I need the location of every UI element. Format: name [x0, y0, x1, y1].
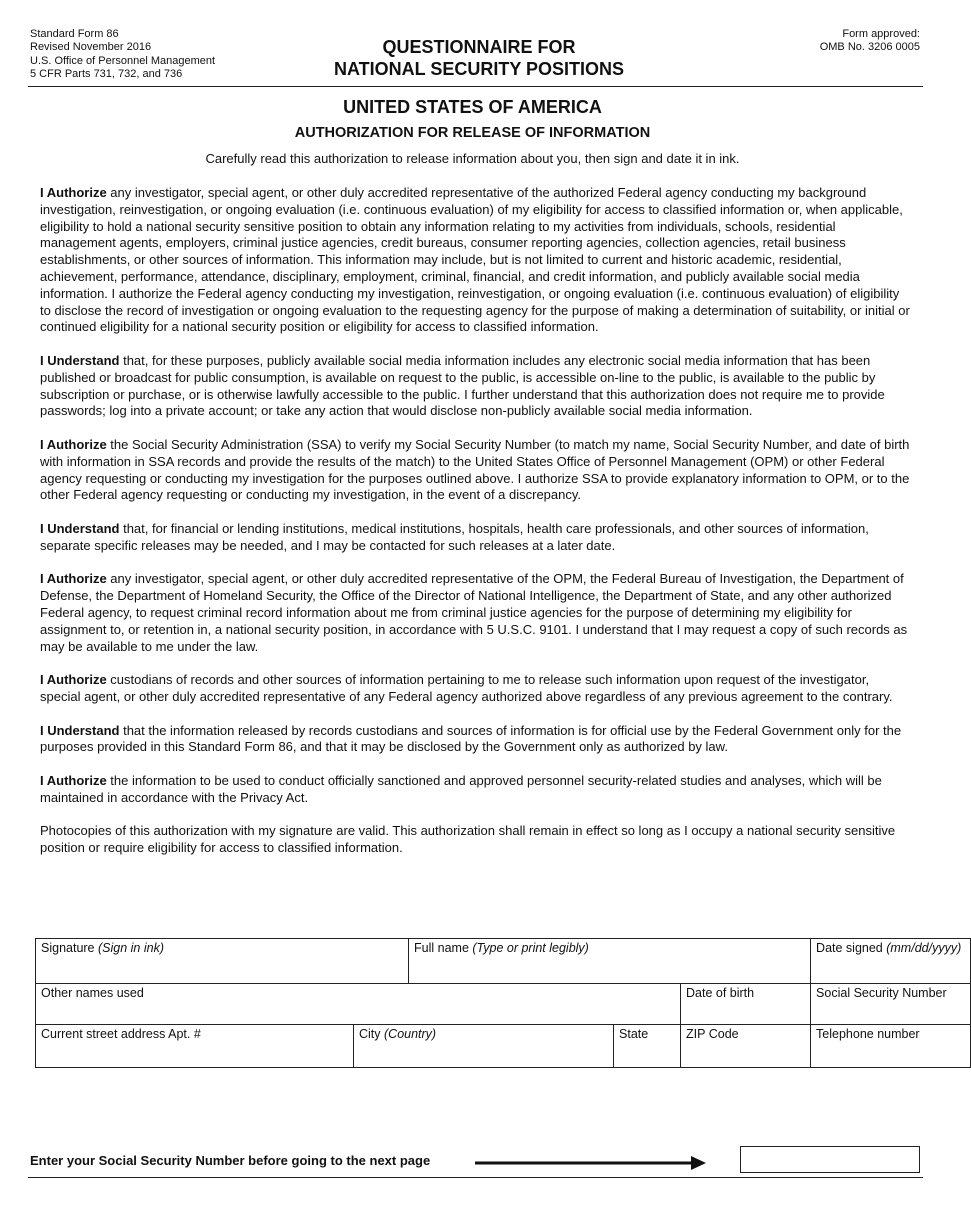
date-of-birth-label: Date of birth — [686, 986, 755, 1000]
paragraph-text: that, for financial or lending institutions, medical institutions, hospitals, health care professionals, and other sources of information, separate specific releases may be needed, and I may be contacted for such releases at a later date. — [40, 520, 869, 553]
paragraph-text: that, for these purposes, publicly available social media information includes any electronic social media information that has been published or broadcast for public consumption, is available on request to the public, is accessible on-line to the public, is available to the public by subscription or purchase, or is otherwise lawfully accessible to the public. I further understand that this authorization does not require me to provide passwords; log into a private account; or take any action that would disclose non-publicly available social media information. — [40, 352, 885, 419]
paragraph — [40, 723, 910, 757]
cfr-reference: 5 CFR Parts 731, 732, and 736 — [30, 68, 183, 81]
paragraph — [40, 672, 910, 706]
city-hint: (Country) — [384, 1027, 437, 1041]
city-field[interactable] — [354, 1025, 614, 1068]
paragraph — [40, 571, 910, 655]
form-number: Standard Form 86 — [30, 28, 119, 40]
paragraph-text: Photocopies of this authorization with my signature are valid. This authorization shall remain in effect so long as I occupy a national security sensitive position or require eligibility for access to classified information. — [40, 823, 896, 856]
telephone-field[interactable] — [811, 1025, 971, 1068]
street-address-field[interactable] — [36, 1025, 354, 1068]
paragraph-text: the information to be used to conduct officially sanctioned and approved personnel security-related studies and analyses, which will be maintained in accordance with the Privacy Act. — [40, 772, 882, 805]
paragraph-text: that the information released by records custodians and sources of information is for official use by the Federal Government only for the purposes provided in this Standard Form 86, and that it may be disclosed by the Government only as authorized by law. — [40, 722, 902, 755]
paragraph-lead: I Authorize — [40, 772, 107, 788]
signature-field[interactable] — [36, 939, 409, 984]
other-names-label: Other names used — [41, 986, 144, 1000]
paragraph-lead: I Authorize — [40, 672, 107, 688]
date-signed-field[interactable] — [811, 939, 971, 984]
country-heading: UNITED STATES OF AMERICA — [343, 97, 602, 117]
paragraph — [40, 353, 910, 420]
issuing-agency: U.S. Office of Personnel Management — [30, 54, 216, 67]
ssn-prompt: Enter your Social Security Number before going to the next page — [30, 1153, 431, 1168]
signature-block — [35, 938, 971, 1068]
state-label: State — [619, 1027, 649, 1041]
paragraph-lead: I Understand — [40, 722, 120, 738]
zip-code-field[interactable] — [681, 1025, 811, 1068]
paragraph-lead: I Understand — [40, 352, 120, 368]
authorization-title: AUTHORIZATION FOR RELEASE OF INFORMATION — [294, 125, 651, 141]
instruction-text: Carefully read this authorization to release information about you, then sign and date it in ink. — [205, 151, 740, 166]
paragraph — [40, 185, 910, 336]
paragraph — [40, 823, 910, 857]
ssn-entry-box[interactable] — [740, 1146, 920, 1173]
paragraph-text: the Social Security Administration (SSA) to verify my Social Security Number (to match my name, Social Security Number, and date of birth with information in SSA records and provide the results of the match) to the United States Office of Personnel Management (OPM) or other Federal agency requesting or conducting my investigation for the purposes outlined above. I authorize SSA to provide explanatory information to OPM, or to the other Federal agency requesting or conducting my investigation, in the event of a discrepancy. — [40, 436, 910, 503]
revision-date: Revised November 2016 — [30, 41, 152, 54]
full-name-hint: (Type or print legibly) — [472, 941, 589, 955]
paragraph — [40, 437, 910, 504]
zip-code-label: ZIP Code — [686, 1027, 739, 1041]
form-approved-label: Form approved: — [842, 28, 920, 40]
paragraph-text: any investigator, special agent, or other duly accredited representative of the authorized Federal agency conducting my background investigation, reinvestigation, or ongoing evaluation (i.e. continuous evaluation) of my eligibility for access to classified information or, when applicable, eligibility to hold a national security sensitive position to obtain any information relating to my activities from individuals, schools, residential management agents, employers, criminal justice agencies, credit bureaus, consumer reporting agencies, collection agencies, retail business establishments, or other sources of information. This information may include, but is not limited to current and historic academic, residential, achievement, performance, attendance, disciplinary, employment, criminal, financial, and credit information, and publicly available social media information. I authorize the Federal agency conducting my investigation, reinvestigation, or ongoing evaluation (i.e. continuous evaluation) of eligibility to disclose the record of investigation or ongoing evaluation to the requesting agency for the purpose of making a determination of suitability, or initial or continued eligibility for a national security position or eligibility for access to classified information. — [40, 185, 910, 335]
signature-hint: (Sign in ink) — [97, 941, 164, 955]
city-label: City — [359, 1027, 384, 1041]
form-title-line-2: NATIONAL SECURITY POSITIONS — [333, 59, 625, 79]
date-signed-hint: (mm/dd/yyyy) — [886, 941, 962, 955]
paragraph-lead: I Understand — [40, 520, 120, 536]
form-title — [0, 36, 958, 80]
paragraph — [40, 521, 910, 555]
omb-approval — [820, 28, 920, 55]
full-name-label: Full name — [414, 941, 473, 955]
footer-divider — [28, 1177, 923, 1178]
paragraph-lead: I Authorize — [40, 571, 107, 587]
ssn-label: Social Security Number — [816, 986, 947, 1000]
header-divider — [28, 86, 923, 87]
paragraph — [40, 773, 910, 807]
signature-label: Signature — [41, 941, 98, 955]
paragraph-text: custodians of records and other sources of information pertaining to me to release such information upon request of the investigator, special agent, or other duly accredited representative of any Federal agency authorized above regardless of any previous agreement to the contrary. — [40, 672, 893, 704]
ssn-field[interactable] — [811, 984, 971, 1025]
date-signed-label: Date signed — [816, 941, 887, 955]
telephone-label: Telephone number — [816, 1027, 920, 1041]
full-name-field[interactable] — [409, 939, 811, 984]
authorization-body — [40, 185, 910, 874]
paragraph-lead: I Authorize — [40, 185, 107, 200]
form-title-line-1: QUESTIONNAIRE FOR — [382, 37, 576, 57]
street-address-label: Current street address Apt. # — [41, 1027, 201, 1041]
date-of-birth-field[interactable] — [681, 984, 811, 1025]
omb-number: OMB No. 3206 0005 — [819, 41, 920, 54]
arrow-right-icon — [475, 1155, 707, 1173]
paragraph-lead: I Authorize — [40, 436, 107, 452]
paragraph-text: any investigator, special agent, or other duly accredited representative of the OPM, the Federal Bureau of Investigation, the Department of Defense, the Department of Homeland Security, the Office of the Director of National Intelligence, the Department of State, and any other authorized Federal agency, to request criminal record information about me from criminal justice agencies for the purpose of determining my eligibility for assignment to, or retention in, a national security position, in accordance with 5 U.S.C. 9101. I understand that I may request a copy of such records as may be available to me under the law. — [40, 571, 908, 654]
state-field[interactable] — [614, 1025, 681, 1068]
other-names-field[interactable] — [36, 984, 681, 1025]
